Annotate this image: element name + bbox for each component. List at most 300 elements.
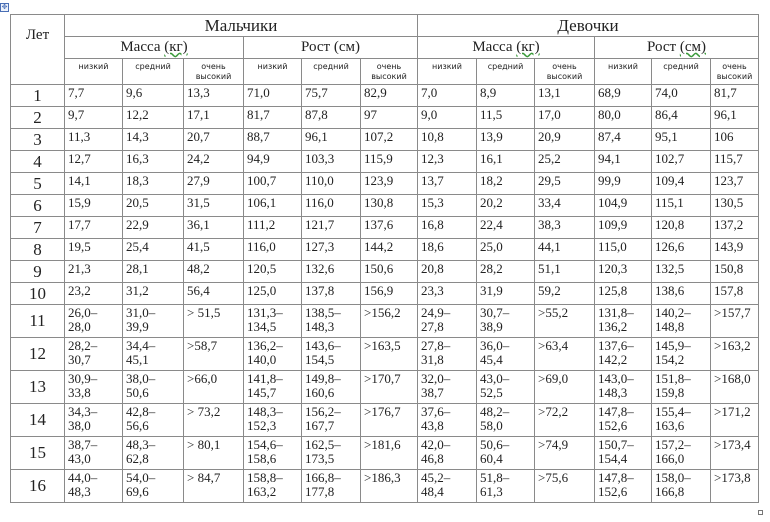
cell-line: 137,2: [714, 217, 744, 232]
cell-line: 20,7: [187, 129, 210, 144]
cell-line: 162,5–: [305, 437, 341, 452]
boys-mass-low-cell: [65, 305, 123, 338]
cell-line: 152,3: [247, 418, 277, 433]
boys-mass-mid-cell: [123, 173, 184, 195]
boys-mass-low-cell: [65, 437, 123, 470]
girls-mass-low-cell: [418, 173, 477, 195]
cell-line: 31,2: [126, 283, 149, 298]
table-row: [11, 173, 759, 195]
girls-height-low-cell: [595, 371, 652, 404]
girls-height-high-cell: [711, 107, 759, 129]
cell-line: 9,6: [126, 85, 143, 100]
cell-line: 120,8: [655, 217, 685, 232]
boys-height-low-cell: [244, 129, 302, 151]
cell-line: 154,2: [655, 352, 685, 367]
boys-height-mid-cell: [302, 151, 361, 173]
boys-mass-mid-cell: [123, 404, 184, 437]
boys-height-low-cell: [244, 261, 302, 283]
boys-mass-high-cell: [184, 283, 244, 305]
boys-height-high-cell: [361, 371, 418, 404]
age-cell: 4: [11, 151, 65, 173]
girls-mass-low-cell: [418, 283, 477, 305]
cell-line: 28,2: [480, 261, 503, 276]
age-cell: 1: [11, 85, 65, 107]
cell-line: 25,4: [126, 239, 149, 254]
cell-line: >75,6: [538, 470, 569, 485]
mass-unit: (кг): [164, 39, 188, 55]
age-cell: 12: [11, 338, 65, 371]
boys-height-high-cell: [361, 470, 418, 503]
girls-mass-low-cell: [418, 338, 477, 371]
cell-line: 13,9: [480, 129, 503, 144]
cell-line: 23,3: [421, 283, 444, 298]
cell-line: 56,4: [187, 283, 210, 298]
age-cell: 3: [11, 129, 65, 151]
cell-line: 25,0: [480, 239, 503, 254]
boys-mass-high-cell: [184, 371, 244, 404]
cell-line: 61,3: [480, 484, 503, 499]
girls-mass-high-cell: [535, 107, 595, 129]
age-cell: 11: [11, 305, 65, 338]
cell-line: >74,9: [538, 437, 569, 452]
cell-line: 115,7: [714, 151, 743, 166]
cell-line: 144,2: [364, 239, 394, 254]
height-unit: (см): [679, 39, 706, 55]
boys-mass-mid-cell: [123, 261, 184, 283]
girls-mass-low-cell: [418, 305, 477, 338]
boys-mass-high-cell: [184, 305, 244, 338]
boys-mass-low-cell: [65, 173, 123, 195]
girls-mass-mid-cell: [477, 217, 535, 239]
boys-height-high-cell: [361, 338, 418, 371]
cell-line: 28,1: [126, 261, 149, 276]
table-row: [11, 437, 759, 470]
cell-line: >163,2: [714, 338, 751, 353]
cell-line: 62,8: [126, 451, 149, 466]
boys-mass-low-cell: [65, 338, 123, 371]
cell-line: 42,8–: [126, 404, 156, 419]
cell-line: 103,3: [305, 151, 335, 166]
boys-mass-mid-cell: [123, 371, 184, 404]
girls-height-mid-cell: [652, 371, 711, 404]
level-high-header: очень высокий: [361, 59, 418, 85]
boys-mass-mid-cell: [123, 129, 184, 151]
cell-line: 34,4–: [126, 338, 156, 353]
girls-height-low-cell: [595, 195, 652, 217]
cell-line: 54,0–: [126, 470, 156, 485]
cell-line: 131,3–: [247, 305, 283, 320]
girls-height-low-cell: [595, 404, 652, 437]
girls-height-high-cell: [711, 470, 759, 503]
cell-line: 31,5: [187, 195, 210, 210]
cell-line: 154,5: [305, 352, 335, 367]
boys-mass-low-cell: [65, 129, 123, 151]
table-body: [11, 85, 759, 503]
girls-height-mid-cell: [652, 283, 711, 305]
cell-line: 158,8–: [247, 470, 283, 485]
girls-height-low-cell: [595, 217, 652, 239]
girls-mass-mid-cell: [477, 173, 535, 195]
boys-mass-mid-cell: [123, 305, 184, 338]
boys-height-high-cell: [361, 129, 418, 151]
boys-height-mid-cell: [302, 437, 361, 470]
cell-line: 143,0–: [598, 371, 634, 386]
boys-height-mid-cell: [302, 85, 361, 107]
cell-line: 7,7: [68, 85, 85, 100]
girls-mass-high-cell: [535, 283, 595, 305]
girls-mass-low-cell: [418, 261, 477, 283]
cell-line: 87,8: [305, 107, 328, 122]
girls-mass-high-cell: [535, 470, 595, 503]
girls-mass-mid-cell: [477, 151, 535, 173]
table-row: [11, 261, 759, 283]
boys-height-high-cell: [361, 217, 418, 239]
boys-height-high-cell: [361, 305, 418, 338]
cell-line: 147,8–: [598, 404, 634, 419]
boys-height-high-cell: [361, 107, 418, 129]
girls-height-high-cell: [711, 129, 759, 151]
header-row-measure: [11, 37, 759, 59]
mass-unit: (кг): [516, 39, 540, 55]
girls-mass-high-cell: [535, 195, 595, 217]
age-header: Лет: [11, 15, 65, 85]
girls-mass-high-cell: [535, 404, 595, 437]
cell-line: 125,0: [247, 283, 277, 298]
cell-line: 145,7: [247, 385, 277, 400]
boys-height-mid-cell: [302, 173, 361, 195]
cell-line: 104,9: [598, 195, 628, 210]
cell-line: 110,0: [305, 173, 334, 188]
cell-line: 56,6: [126, 418, 149, 433]
girls-mass-mid-cell: [477, 283, 535, 305]
boys-mass-mid-cell: [123, 151, 184, 173]
height-label: Рост: [647, 39, 680, 55]
girls-mass-high-cell: [535, 338, 595, 371]
cell-line: 17,1: [187, 107, 210, 122]
age-cell: 9: [11, 261, 65, 283]
cell-line: 107,2: [364, 129, 394, 144]
boys-height-mid-cell: [302, 195, 361, 217]
girls-height-mid-cell: [652, 107, 711, 129]
boys-height-mid-cell: [302, 371, 361, 404]
cell-line: >181,6: [364, 437, 401, 452]
cell-line: 148,3–: [247, 404, 283, 419]
girls-mass-high-cell: [535, 85, 595, 107]
cell-line: 148,3: [598, 385, 628, 400]
boys-mass-low-cell: [65, 195, 123, 217]
cell-line: >168,0: [714, 371, 751, 386]
cell-line: 25,2: [538, 151, 561, 166]
age-cell: 14: [11, 404, 65, 437]
girls-mass-mid-cell: [477, 85, 535, 107]
cell-line: 160,6: [305, 385, 335, 400]
boys-mass-high-cell: [184, 338, 244, 371]
age-cell: 8: [11, 239, 65, 261]
boys-mass-mid-cell: [123, 437, 184, 470]
cell-line: 38,9: [480, 319, 503, 334]
cell-line: 131,8–: [598, 305, 634, 320]
cell-line: >171,2: [714, 404, 751, 419]
cell-line: >176,7: [364, 404, 401, 419]
cell-line: > 84,7: [187, 470, 221, 485]
girls-mass-mid-cell: [477, 437, 535, 470]
boys-mass-high-cell: [184, 217, 244, 239]
cell-line: 106: [714, 129, 734, 144]
cell-line: >72,2: [538, 404, 569, 419]
boys-mass-high-cell: [184, 261, 244, 283]
boys-mass-high-cell: [184, 239, 244, 261]
girls-height-mid-cell: [652, 173, 711, 195]
cell-line: 102,7: [655, 151, 685, 166]
mass-label: Масса: [472, 39, 517, 55]
girls-mass-high-cell: [535, 261, 595, 283]
boys-mass-low-cell: [65, 283, 123, 305]
cell-line: 20,2: [480, 195, 503, 210]
cell-line: 150,6: [364, 261, 394, 276]
boys-height-low-cell: [244, 85, 302, 107]
table-row: [11, 338, 759, 371]
cell-line: >173,4: [714, 437, 751, 452]
cell-line: 50,6: [126, 385, 149, 400]
cell-line: 130,8: [364, 195, 394, 210]
boys-mass-header: [65, 37, 244, 59]
cell-line: 69,6: [126, 484, 149, 499]
cell-line: 27,9: [187, 173, 210, 188]
girls-height-low-cell: [595, 261, 652, 283]
level-low-header: низкий: [418, 59, 477, 85]
boys-mass-mid-cell: [123, 85, 184, 107]
cell-line: 138,6: [655, 283, 685, 298]
boys-mass-high-cell: [184, 151, 244, 173]
boys-mass-high-cell: [184, 195, 244, 217]
cell-line: 109,4: [655, 173, 685, 188]
cell-line: 44,1: [538, 239, 561, 254]
level-mid-header: средний: [477, 59, 535, 85]
cell-line: 60,4: [480, 451, 503, 466]
cell-line: 155,4–: [655, 404, 691, 419]
age-cell: 2: [11, 107, 65, 129]
boys-mass-mid-cell: [123, 217, 184, 239]
cell-line: 45,2–: [421, 470, 451, 485]
girls-height-mid-cell: [652, 305, 711, 338]
boys-height-header: [244, 37, 418, 59]
girls-mass-low-cell: [418, 107, 477, 129]
girls-height-mid-cell: [652, 437, 711, 470]
cell-line: 48,2: [187, 261, 210, 276]
cell-line: 157,2–: [655, 437, 691, 452]
cell-line: 21,3: [68, 261, 91, 276]
age-cell: 15: [11, 437, 65, 470]
cell-line: 11,5: [480, 107, 503, 122]
cell-line: 13,1: [538, 85, 561, 100]
boys-mass-high-cell: [184, 437, 244, 470]
level-high-header: очень высокий: [184, 59, 244, 85]
cell-line: 44,0–: [68, 470, 98, 485]
boys-mass-high-cell: [184, 173, 244, 195]
boys-height-mid-cell: [302, 338, 361, 371]
cell-line: 34,3–: [68, 404, 98, 419]
boys-mass-high-cell: [184, 470, 244, 503]
cell-line: 95,1: [655, 129, 678, 144]
girls-mass-mid-cell: [477, 338, 535, 371]
table-move-handle-icon[interactable]: ✥: [1, 3, 8, 11]
boys-height-low-cell: [244, 371, 302, 404]
girls-mass-low-cell: [418, 217, 477, 239]
girls-height-low-cell: [595, 173, 652, 195]
table-row: [11, 371, 759, 404]
cell-line: 87,4: [598, 129, 621, 144]
girls-height-low-cell: [595, 437, 652, 470]
cell-line: >156,2: [364, 305, 401, 320]
cell-line: 18,2: [480, 173, 503, 188]
boys-header: Мальчики: [65, 15, 418, 37]
cell-line: 86,4: [655, 107, 678, 122]
cell-line: 159,8: [655, 385, 685, 400]
cell-line: 27,8: [421, 319, 444, 334]
girls-mass-mid-cell: [477, 261, 535, 283]
cell-line: 99,9: [598, 173, 621, 188]
girls-height-high-cell: [711, 305, 759, 338]
cell-line: 137,6–: [598, 338, 634, 353]
cell-line: 156,2–: [305, 404, 341, 419]
table-row: [11, 217, 759, 239]
cell-line: 22,4: [480, 217, 503, 232]
cell-line: 7,0: [421, 85, 438, 100]
girls-height-low-cell: [595, 151, 652, 173]
cell-line: 163,2: [247, 484, 277, 499]
table-row: [11, 283, 759, 305]
girls-mass-low-cell: [418, 151, 477, 173]
boys-mass-low-cell: [65, 217, 123, 239]
cell-line: 71,0: [247, 85, 270, 100]
girls-height-low-cell: [595, 470, 652, 503]
boys-height-mid-cell: [302, 283, 361, 305]
girls-mass-high-cell: [535, 151, 595, 173]
girls-height-mid-cell: [652, 338, 711, 371]
cell-line: 14,3: [126, 129, 149, 144]
cell-line: 22,9: [126, 217, 149, 232]
cell-line: 20,8: [421, 261, 444, 276]
girls-header: Девочки: [418, 15, 759, 37]
level-mid-header: средний: [302, 59, 361, 85]
cell-line: 75,7: [305, 85, 328, 100]
cell-line: >55,2: [538, 305, 569, 320]
cell-line: 24,2: [187, 151, 210, 166]
cell-line: 38,7: [421, 385, 444, 400]
boys-mass-low-cell: [65, 261, 123, 283]
cell-line: > 73,2: [187, 404, 221, 419]
girls-mass-mid-cell: [477, 195, 535, 217]
cell-line: 30,9–: [68, 371, 98, 386]
cell-line: 15,3: [421, 195, 444, 210]
girls-height-high-cell: [711, 371, 759, 404]
boys-height-high-cell: [361, 261, 418, 283]
table-row: [11, 85, 759, 107]
cell-line: >157,7: [714, 305, 751, 320]
boys-height-low-cell: [244, 173, 302, 195]
cell-line: 30,7–: [480, 305, 510, 320]
boys-height-low-cell: [244, 195, 302, 217]
boys-height-low-cell: [244, 151, 302, 173]
table-resize-handle[interactable]: [758, 510, 763, 515]
cell-line: 48,2–: [480, 404, 510, 419]
cell-line: 16,1: [480, 151, 503, 166]
girls-height-mid-cell: [652, 404, 711, 437]
height-label: Рост: [301, 39, 334, 55]
cell-line: 140,2–: [655, 305, 691, 320]
cell-line: 14,1: [68, 173, 91, 188]
boys-mass-mid-cell: [123, 239, 184, 261]
cell-line: >66,0: [187, 371, 218, 386]
girls-mass-low-cell: [418, 371, 477, 404]
boys-height-mid-cell: [302, 470, 361, 503]
cell-line: 52,5: [480, 385, 503, 400]
boys-height-high-cell: [361, 195, 418, 217]
girls-height-mid-cell: [652, 261, 711, 283]
girls-mass-low-cell: [418, 85, 477, 107]
cell-line: >58,7: [187, 338, 218, 353]
boys-height-low-cell: [244, 239, 302, 261]
cell-line: 150,7–: [598, 437, 634, 452]
cell-line: >186,3: [364, 470, 401, 485]
cell-line: 45,1: [126, 352, 149, 367]
girls-height-high-cell: [711, 239, 759, 261]
boys-height-mid-cell: [302, 217, 361, 239]
boys-mass-low-cell: [65, 371, 123, 404]
cell-line: 137,8: [305, 283, 335, 298]
girls-height-mid-cell: [652, 85, 711, 107]
cell-line: 27,8–: [421, 338, 451, 353]
cell-line: 116,0: [305, 195, 334, 210]
girls-height-high-cell: [711, 173, 759, 195]
cell-line: > 51,5: [187, 305, 221, 320]
girls-height-low-cell: [595, 338, 652, 371]
cell-line: 106,1: [247, 195, 277, 210]
cell-line: 43,0: [68, 451, 91, 466]
cell-line: >69,0: [538, 371, 569, 386]
cell-line: 20,9: [538, 129, 561, 144]
boys-mass-mid-cell: [123, 283, 184, 305]
level-high-header: очень высокий: [535, 59, 595, 85]
girls-mass-mid-cell: [477, 129, 535, 151]
boys-mass-mid-cell: [123, 107, 184, 129]
cell-line: 42,0–: [421, 437, 451, 452]
girls-height-mid-cell: [652, 470, 711, 503]
girls-height-mid-cell: [652, 239, 711, 261]
cell-line: 94,1: [598, 151, 621, 166]
table-row: [11, 470, 759, 503]
cell-line: 97: [364, 107, 377, 122]
cell-line: 149,8–: [305, 371, 341, 386]
age-cell: 13: [11, 371, 65, 404]
girls-height-high-cell: [711, 437, 759, 470]
cell-line: 166,8–: [305, 470, 341, 485]
cell-line: 167,7: [305, 418, 335, 433]
level-mid-header: средний: [652, 59, 711, 85]
cell-line: 23,2: [68, 283, 91, 298]
girls-height-low-cell: [595, 239, 652, 261]
boys-height-high-cell: [361, 437, 418, 470]
boys-height-mid-cell: [302, 129, 361, 151]
boys-mass-mid-cell: [123, 195, 184, 217]
girls-height-low-cell: [595, 129, 652, 151]
girls-height-high-cell: [711, 338, 759, 371]
cell-line: 157,8: [714, 283, 744, 298]
boys-height-low-cell: [244, 404, 302, 437]
table-row: [11, 239, 759, 261]
boys-mass-low-cell: [65, 470, 123, 503]
cell-line: 31,0–: [126, 305, 156, 320]
